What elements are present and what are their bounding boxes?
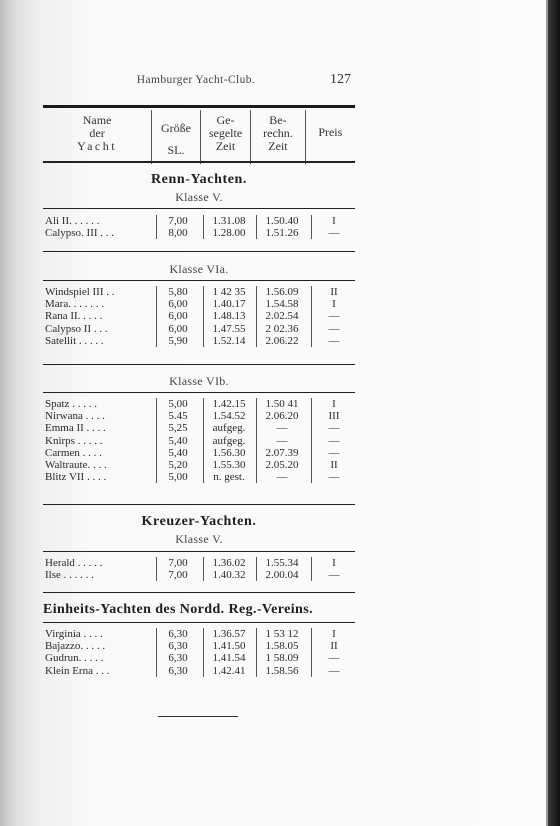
class-rule (43, 251, 355, 252)
yacht-name: Ilse . . . . . . (45, 569, 94, 582)
column-divider (256, 628, 257, 677)
class-label: Klasse VIa. (169, 262, 229, 276)
table-row (43, 422, 355, 434)
yacht-name: Bajazzo. . . . . (45, 640, 106, 653)
prize: — (328, 227, 340, 240)
column-divider (311, 286, 312, 347)
calculated-time: 2.07.39 (265, 446, 299, 459)
class-table-renn-vib (43, 398, 355, 483)
yacht-name: Satellit . . . . . (45, 334, 104, 347)
calculated-time: 1.50 41 (265, 398, 299, 410)
yacht-size: 6,30 (168, 640, 188, 653)
sailed-time: 1.41.50 (212, 640, 246, 653)
column-divider (311, 557, 312, 581)
table-row (43, 298, 355, 310)
page-number: 127 (330, 72, 351, 87)
class-label: Klasse VIb. (169, 374, 229, 388)
table-row (43, 459, 355, 471)
prize: — (328, 652, 340, 665)
table-row (43, 227, 355, 239)
yacht-size: 5,90 (168, 334, 188, 347)
sailed-time: 1.31.08 (212, 215, 246, 227)
table-row (43, 471, 355, 483)
calculated-time: 2 02.36 (265, 322, 299, 335)
sailed-time: 1.42.15 (212, 398, 246, 410)
column-divider (311, 628, 312, 677)
calculated-time: 1 53 12 (265, 628, 299, 640)
yacht-name: Ali II. . . . . . (45, 215, 100, 227)
yacht-size: 8,00 (168, 227, 188, 240)
yacht-size: 6,00 (168, 310, 188, 323)
yacht-size: 6,00 (168, 322, 188, 335)
column-divider (156, 215, 157, 239)
class-rule (43, 504, 355, 505)
table-row (43, 286, 355, 298)
yacht-size: 5.45 (168, 410, 188, 423)
column-divider (256, 398, 257, 483)
col-header-time: Ge- segelte Zeit (200, 110, 251, 164)
yacht-size: 5,80 (168, 286, 188, 298)
class-table-renn-via (43, 286, 355, 347)
col-header-name: Name der Yacht (77, 113, 118, 153)
class-label: Klasse V. (175, 532, 223, 546)
header-bottom-rule (43, 161, 355, 163)
calculated-time: 1.55.34 (265, 557, 299, 569)
yacht-name: Windspiel III . . (45, 286, 115, 298)
table-header (43, 110, 355, 164)
column-divider (156, 628, 157, 677)
calculated-time: — (276, 434, 288, 447)
column-divider (256, 557, 257, 581)
sailed-time: 1.42.41 (212, 664, 246, 677)
calculated-time: 1.51.26 (265, 227, 299, 240)
table-row (43, 640, 355, 652)
sailed-time: 1 42 35 (212, 286, 246, 298)
yacht-size: 7,00 (168, 569, 188, 582)
yacht-size: 5,40 (168, 446, 188, 459)
prize: — (328, 471, 340, 484)
yacht-size: 7,00 (168, 215, 188, 227)
calculated-time: — (276, 422, 288, 435)
column-divider (203, 398, 204, 483)
column-divider (203, 215, 204, 239)
table-row (43, 310, 355, 322)
table-row (43, 569, 355, 581)
section-title-renn: Renn-Yachten. (150, 172, 248, 187)
yacht-size: 5,00 (168, 398, 188, 410)
sailed-time: aufgeg. (212, 434, 246, 447)
yacht-size: 5,00 (168, 471, 188, 484)
column-divider (256, 215, 257, 239)
yacht-size: 5,25 (168, 422, 188, 435)
table-row (43, 665, 355, 677)
prize: — (328, 310, 340, 323)
prize: II (330, 458, 338, 471)
table-row (43, 335, 355, 347)
sailed-time: aufgeg. (212, 422, 246, 435)
column-divider (203, 628, 204, 677)
footer-rule (158, 716, 238, 717)
class-rule (43, 551, 355, 552)
calculated-time: 1 58.09 (265, 652, 299, 665)
yacht-size: 6,30 (168, 664, 188, 677)
class-rule (43, 208, 355, 209)
sailed-time: 1.41.54 (212, 652, 246, 665)
column-divider (256, 286, 257, 347)
yacht-size: 6,30 (168, 652, 188, 665)
calculated-time: 2.02.54 (265, 310, 299, 323)
yacht-size: 5,40 (168, 434, 188, 447)
yacht-name: Klein Erna . . . (45, 664, 110, 677)
calculated-time: 2.06.20 (265, 410, 299, 423)
col-header-calc: Be- rechn. Zeit (251, 110, 305, 164)
sailed-time: 1.28.00 (212, 227, 246, 240)
prize: I (332, 628, 336, 640)
col-header-size: Größe SL. (152, 110, 201, 164)
class-rule (43, 280, 355, 281)
prize: II (330, 640, 338, 653)
table-row (43, 652, 355, 664)
prize: I (332, 215, 336, 227)
prize: — (328, 322, 340, 335)
class-table-renn-v (43, 215, 355, 239)
running-header: Hamburger Yacht-Club. (136, 74, 256, 86)
prize: — (328, 664, 340, 677)
prize: — (328, 446, 340, 459)
yacht-name: Calypso II . . . (45, 322, 108, 335)
column-divider (203, 557, 204, 581)
sailed-time: 1.48.13 (212, 310, 246, 323)
yacht-size: 5,20 (168, 458, 188, 471)
calculated-time: 2.06.22 (265, 334, 299, 347)
prize: II (330, 286, 338, 298)
yacht-name: Emma II . . . . (45, 422, 106, 435)
sailed-time: 1.47.55 (212, 322, 246, 335)
section-title-einheits: Einheits-Yachten des Nordd. Reg.-Vereins. (43, 602, 313, 617)
yacht-name: Waltraute. . . . (45, 458, 107, 471)
class-rule (43, 622, 355, 623)
sailed-time: 1.40.32 (212, 569, 246, 582)
sailed-time: 1.36.02 (212, 557, 246, 569)
class-rule (43, 592, 355, 593)
yacht-name: Nirwana . . . . (45, 410, 105, 423)
table-row (43, 435, 355, 447)
prize: I (332, 398, 336, 410)
class-rule (43, 364, 355, 365)
column-divider (203, 286, 204, 347)
table-row (43, 398, 355, 410)
prize: III (328, 410, 340, 423)
column-divider (156, 286, 157, 347)
class-label: Klasse V. (175, 190, 223, 204)
sailed-time: 1.40.17 (212, 298, 246, 311)
yacht-name: Gudrun. . . . . (45, 652, 104, 665)
table-row (43, 323, 355, 335)
table-row (43, 628, 355, 640)
prize: — (328, 334, 340, 347)
yacht-name: Mara. . . . . . . (45, 298, 104, 311)
yacht-size: 7,00 (168, 557, 188, 569)
prize: I (332, 557, 336, 569)
yacht-name: Herald . . . . . (45, 557, 103, 569)
column-divider (311, 215, 312, 239)
calculated-time: 1.56.09 (265, 286, 299, 298)
yacht-size: 6,00 (168, 298, 188, 311)
class-rule (43, 392, 355, 393)
table-row (43, 557, 355, 569)
yacht-name: Blitz VII . . . . (45, 471, 107, 484)
page-edge (548, 0, 560, 826)
calculated-time: 1.50.40 (265, 215, 299, 227)
sailed-time: 1.55.30 (212, 458, 246, 471)
sailed-time: n. gest. (213, 471, 245, 484)
calculated-time: 1.58.56 (265, 664, 299, 677)
yacht-name: Spatz . . . . . (45, 398, 97, 410)
class-table-einheits (43, 628, 355, 677)
calculated-time: 1.54.58 (265, 298, 299, 311)
sailed-time: 1.36.57 (212, 628, 246, 640)
calculated-time: — (276, 471, 288, 484)
prize: — (328, 434, 340, 447)
table-row (43, 447, 355, 459)
sailed-time: 1.56.30 (212, 446, 246, 459)
class-table-kreuzer-v (43, 557, 355, 581)
col-header-prize: Preis (305, 110, 355, 164)
table-top-rule (43, 105, 355, 108)
calculated-time: 2.05.20 (265, 458, 299, 471)
prize: I (332, 298, 336, 311)
table-row (43, 215, 355, 227)
table-row (43, 410, 355, 422)
yacht-name: Carmen . . . . (45, 446, 102, 459)
column-divider (311, 398, 312, 483)
yacht-name: Rana II. . . . . (45, 310, 103, 323)
prize: — (328, 569, 340, 582)
yacht-size: 6,30 (168, 628, 188, 640)
sailed-time: 1.54.52 (212, 410, 246, 423)
calculated-time: 2.00.04 (265, 569, 299, 582)
column-divider (156, 398, 157, 483)
section-title-kreuzer: Kreuzer-Yachten. (141, 514, 257, 529)
sailed-time: 1.52.14 (212, 334, 246, 347)
column-divider (156, 557, 157, 581)
yacht-name: Knirps . . . . . (45, 434, 103, 447)
yacht-name: Calypso. III . . . (45, 227, 115, 240)
yacht-name: Virginia . . . . (45, 628, 103, 640)
prize: — (328, 422, 340, 435)
calculated-time: 1.58.05 (265, 640, 299, 653)
